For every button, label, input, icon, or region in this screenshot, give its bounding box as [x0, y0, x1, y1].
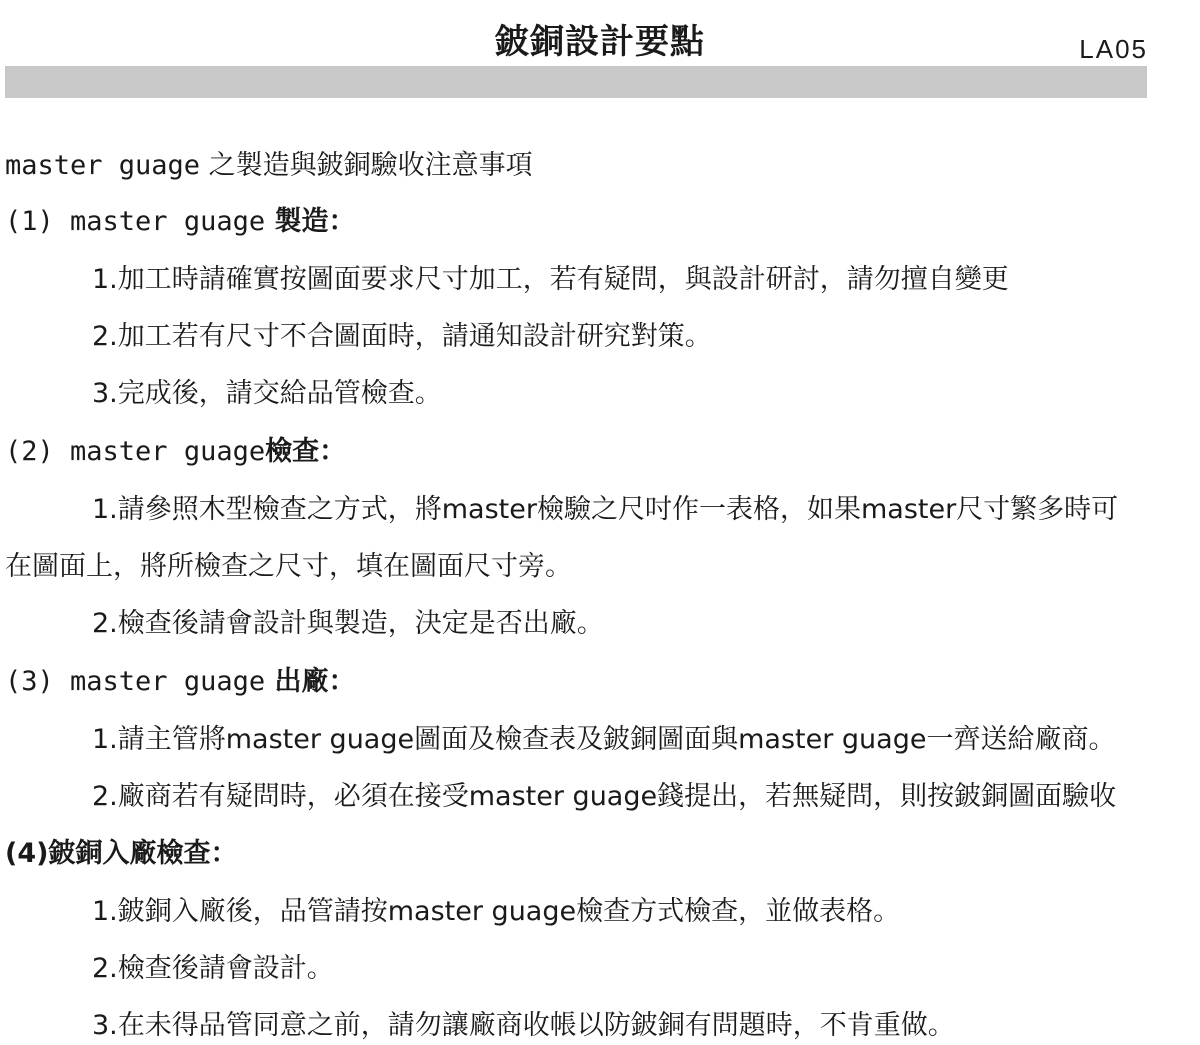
section-3-item-1: 1.請主管將master guage圖面及檢查表及鈹銅圖面與master guage一齊送給廠商。 — [92, 724, 1116, 755]
section-3-heading-en: master guage — [70, 666, 266, 697]
section-4-item-3: 3.在未得品管同意之前，請勿讓廠商收帳以防鈹銅有問題時，不肯重做。 — [92, 1010, 955, 1041]
document-code: LA05 — [1079, 34, 1148, 64]
section-1-item-3: 3.完成後，請交給品管檢查。 — [92, 378, 442, 409]
section-1-heading-en: master guage — [70, 206, 266, 237]
section-1-heading — [5, 208, 356, 235]
section-2-item-1-continued: 在圖面上，將所檢查之尺寸，填在圖面尺寸旁。 — [5, 551, 572, 582]
section-4-heading: (4)鈹銅入廠檢查： — [5, 838, 238, 869]
section-2-item-1: 1.請參照木型檢查之方式，將master檢驗之尺吋作一表格，如果master尺寸繁多時可 — [92, 494, 1119, 525]
intro-heading-zh: 之製造與鈹銅驗收注意事項 — [200, 150, 533, 181]
section-2-heading — [5, 438, 346, 465]
section-3-item-2: 2.廠商若有疑問時，必須在接受master guage錢提出，若無疑問，則按鈹銅圖面驗收 — [92, 781, 1117, 812]
section-2-heading-en: master guage — [70, 436, 266, 467]
section-2-item-2: 2.檢查後請會設計與製造，決定是否出廠。 — [92, 608, 604, 639]
intro-heading — [5, 152, 533, 179]
page-title: 鈹銅設計要點 — [495, 22, 705, 62]
section-4-item-1: 1.鈹銅入廠後，品管請按master guage檢查方式檢查，並做表格。 — [92, 896, 901, 927]
section-1-number: (1) — [5, 206, 71, 237]
section-3-heading — [5, 668, 356, 695]
section-1-item-2: 2.加工若有尺寸不合圖面時，請通知設計研究對策。 — [92, 321, 712, 352]
section-2-number: (2) — [5, 436, 71, 467]
section-4-item-2: 2.檢查後請會設計。 — [92, 953, 334, 984]
section-2-heading-zh: 檢查： — [265, 436, 347, 467]
section-1-item-1: 1.加工時請確實按圖面要求尺寸加工，若有疑問，與設計研討，請勿擅自變更 — [92, 264, 1009, 295]
section-3-heading-zh: 出廠： — [265, 666, 356, 697]
section-3-number: (3) — [5, 666, 71, 697]
section-1-heading-zh: 製造： — [265, 206, 356, 237]
header-bar — [5, 66, 1147, 98]
intro-heading-en: master guage — [5, 150, 201, 181]
